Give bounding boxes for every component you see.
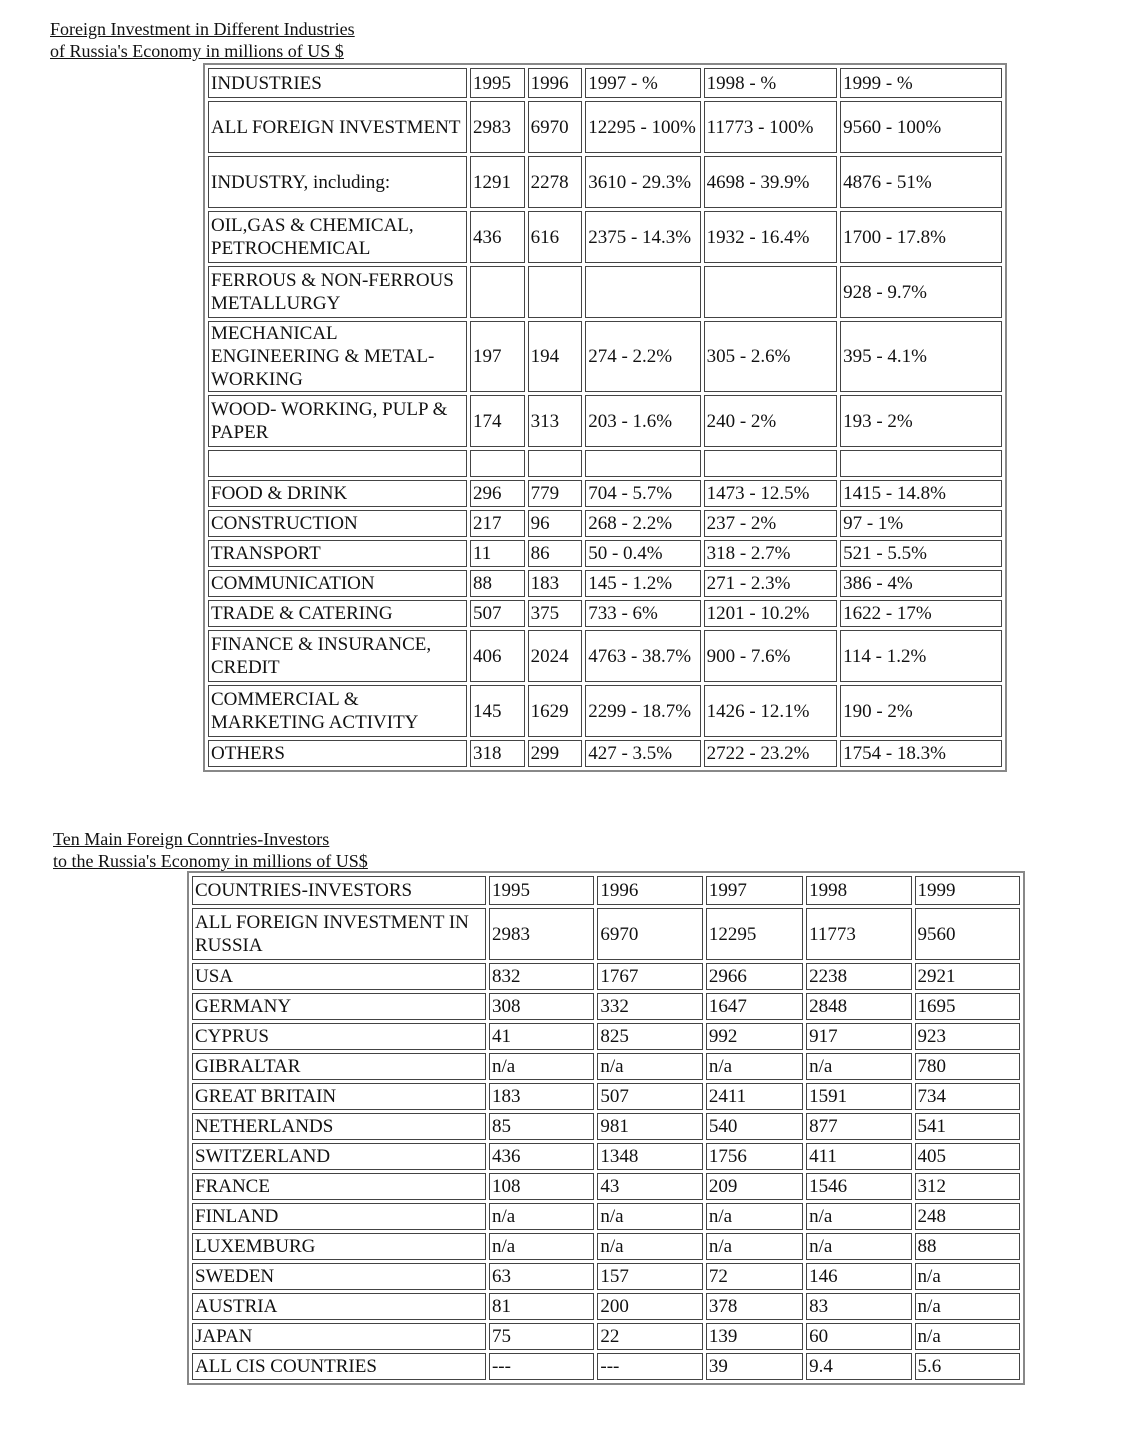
cell-1999: 928 - 9.7% bbox=[840, 266, 1002, 318]
cell-1996: 313 bbox=[528, 395, 583, 447]
cell-1995: --- bbox=[489, 1353, 594, 1380]
cell-1997: 145 - 1.2% bbox=[585, 570, 700, 597]
cell-1996: 779 bbox=[528, 480, 583, 507]
table-row bbox=[192, 1203, 1020, 1230]
cell-1997: 50 - 0.4% bbox=[585, 540, 700, 567]
table-row bbox=[192, 1293, 1020, 1320]
table-row bbox=[192, 1143, 1020, 1170]
cell-1996: 96 bbox=[528, 510, 583, 537]
cell-1999: 4876 - 51% bbox=[840, 156, 1002, 208]
table-row bbox=[192, 1263, 1020, 1290]
cell-1995: 145 bbox=[470, 685, 525, 737]
cell-1998: 877 bbox=[806, 1113, 911, 1140]
cell-1997: 2411 bbox=[706, 1083, 803, 1110]
cell-1999: 88 bbox=[915, 1233, 1020, 1260]
row-label: GREAT BRITAIN bbox=[192, 1083, 486, 1110]
cell-1998 bbox=[704, 266, 838, 318]
cell-1997: n/a bbox=[706, 1053, 803, 1080]
cell-1999 bbox=[840, 450, 1002, 477]
cell-1995 bbox=[470, 266, 525, 318]
cell-1995: 507 bbox=[470, 600, 525, 627]
header-1999: 1999 bbox=[915, 876, 1020, 905]
cell-1996 bbox=[528, 450, 583, 477]
row-label: CONSTRUCTION bbox=[208, 510, 467, 537]
cell-1997: 540 bbox=[706, 1113, 803, 1140]
cell-1996: 299 bbox=[528, 740, 583, 767]
cell-1997: 39 bbox=[706, 1353, 803, 1380]
row-label: CYPRUS bbox=[192, 1023, 486, 1050]
row-label: FINANCE & INSURANCE, CREDIT bbox=[208, 630, 467, 682]
cell-1998: 1932 - 16.4% bbox=[704, 211, 838, 263]
countries-title-line-2: to the Russia's Economy in millions of US$ bbox=[53, 851, 368, 871]
cell-1995 bbox=[470, 450, 525, 477]
cell-1997: 3610 - 29.3% bbox=[585, 156, 700, 208]
row-label: COMMERCIAL & MARKETING ACTIVITY bbox=[208, 685, 467, 737]
cell-1998: 2238 bbox=[806, 963, 911, 990]
table-row bbox=[208, 570, 1002, 597]
cell-1995: 832 bbox=[489, 963, 594, 990]
cell-1996: n/a bbox=[597, 1233, 702, 1260]
cell-1998: n/a bbox=[806, 1233, 911, 1260]
cell-1996: n/a bbox=[597, 1053, 702, 1080]
row-label: FINLAND bbox=[192, 1203, 486, 1230]
cell-1997: 1756 bbox=[706, 1143, 803, 1170]
row-label: SWITZERLAND bbox=[192, 1143, 486, 1170]
cell-1999: 395 - 4.1% bbox=[840, 321, 1002, 392]
cell-1996: 375 bbox=[528, 600, 583, 627]
cell-1995: 296 bbox=[470, 480, 525, 507]
cell-1995: 308 bbox=[489, 993, 594, 1020]
cell-1997: 12295 bbox=[706, 908, 803, 960]
table-row bbox=[208, 101, 1002, 153]
cell-1999: 780 bbox=[915, 1053, 1020, 1080]
cell-1998: 305 - 2.6% bbox=[704, 321, 838, 392]
cell-1997: 139 bbox=[706, 1323, 803, 1350]
cell-1999: 193 - 2% bbox=[840, 395, 1002, 447]
header-1997: 1997 bbox=[706, 876, 803, 905]
cell-1995: 81 bbox=[489, 1293, 594, 1320]
cell-1996: 157 bbox=[597, 1263, 702, 1290]
header-1998: 1998 - % bbox=[704, 68, 838, 98]
table-row bbox=[192, 963, 1020, 990]
row-label: ALL FOREIGN INVESTMENT bbox=[208, 101, 467, 153]
table-row bbox=[208, 450, 1002, 477]
cell-1998: 411 bbox=[806, 1143, 911, 1170]
cell-1996: 1629 bbox=[528, 685, 583, 737]
table-row bbox=[208, 266, 1002, 318]
table-row bbox=[208, 321, 1002, 392]
row-label: FRANCE bbox=[192, 1173, 486, 1200]
row-label: TRADE & CATERING bbox=[208, 600, 467, 627]
cell-1997: 209 bbox=[706, 1173, 803, 1200]
cell-1996: 825 bbox=[597, 1023, 702, 1050]
cell-1996: 86 bbox=[528, 540, 583, 567]
cell-1996: 1767 bbox=[597, 963, 702, 990]
header-countries: COUNTRIES-INVESTORS bbox=[192, 876, 486, 905]
cell-1996: n/a bbox=[597, 1203, 702, 1230]
row-label: NETHERLANDS bbox=[192, 1113, 486, 1140]
cell-1998: 83 bbox=[806, 1293, 911, 1320]
cell-1995: n/a bbox=[489, 1203, 594, 1230]
table-row bbox=[192, 1353, 1020, 1380]
table-row bbox=[192, 1023, 1020, 1050]
cell-1996: 1348 bbox=[597, 1143, 702, 1170]
cell-1996: 981 bbox=[597, 1113, 702, 1140]
row-label bbox=[208, 450, 467, 477]
cell-1996: 507 bbox=[597, 1083, 702, 1110]
cell-1998: 237 - 2% bbox=[704, 510, 838, 537]
table-row bbox=[208, 156, 1002, 208]
row-label: OTHERS bbox=[208, 740, 467, 767]
table-row bbox=[192, 1113, 1020, 1140]
cell-1995: 436 bbox=[489, 1143, 594, 1170]
cell-1997: 2299 - 18.7% bbox=[585, 685, 700, 737]
cell-1998: 146 bbox=[806, 1263, 911, 1290]
cell-1999: 190 - 2% bbox=[840, 685, 1002, 737]
cell-1998 bbox=[704, 450, 838, 477]
cell-1999: 1622 - 17% bbox=[840, 600, 1002, 627]
cell-1996: 332 bbox=[597, 993, 702, 1020]
cell-1995: 11 bbox=[470, 540, 525, 567]
table-row bbox=[208, 540, 1002, 567]
cell-1999: 386 - 4% bbox=[840, 570, 1002, 597]
table-row bbox=[192, 1323, 1020, 1350]
cell-1995: 318 bbox=[470, 740, 525, 767]
cell-1997 bbox=[585, 450, 700, 477]
cell-1999: n/a bbox=[915, 1323, 1020, 1350]
table-row bbox=[192, 1083, 1020, 1110]
cell-1996: 43 bbox=[597, 1173, 702, 1200]
cell-1998: 917 bbox=[806, 1023, 911, 1050]
cell-1999: 1754 - 18.3% bbox=[840, 740, 1002, 767]
cell-1996: 183 bbox=[528, 570, 583, 597]
cell-1999: 248 bbox=[915, 1203, 1020, 1230]
table-row bbox=[208, 685, 1002, 737]
cell-1995: 108 bbox=[489, 1173, 594, 1200]
cell-1995: 63 bbox=[489, 1263, 594, 1290]
countries-title-line-1: Ten Main Foreign Conntries-Investors bbox=[53, 829, 330, 849]
cell-1999: 541 bbox=[915, 1113, 1020, 1140]
cell-1996: 6970 bbox=[597, 908, 702, 960]
cell-1999: 734 bbox=[915, 1083, 1020, 1110]
countries-header-row bbox=[192, 876, 1020, 905]
cell-1998: n/a bbox=[806, 1203, 911, 1230]
cell-1997: 268 - 2.2% bbox=[585, 510, 700, 537]
cell-1997: 203 - 1.6% bbox=[585, 395, 700, 447]
cell-1997: n/a bbox=[706, 1203, 803, 1230]
cell-1999: 312 bbox=[915, 1173, 1020, 1200]
row-label: TRANSPORT bbox=[208, 540, 467, 567]
cell-1995: 88 bbox=[470, 570, 525, 597]
row-label: GERMANY bbox=[192, 993, 486, 1020]
row-label: INDUSTRY, including: bbox=[208, 156, 467, 208]
cell-1997: 992 bbox=[706, 1023, 803, 1050]
cell-1997: 427 - 3.5% bbox=[585, 740, 700, 767]
table-row bbox=[208, 480, 1002, 507]
row-label: USA bbox=[192, 963, 486, 990]
industries-header-row bbox=[208, 68, 1002, 98]
cell-1996: 2024 bbox=[528, 630, 583, 682]
cell-1997: 378 bbox=[706, 1293, 803, 1320]
cell-1998: 2722 - 23.2% bbox=[704, 740, 838, 767]
cell-1995: 183 bbox=[489, 1083, 594, 1110]
cell-1999: 521 - 5.5% bbox=[840, 540, 1002, 567]
cell-1996 bbox=[528, 266, 583, 318]
table-row bbox=[192, 1053, 1020, 1080]
header-1996: 1996 bbox=[597, 876, 702, 905]
row-label: AUSTRIA bbox=[192, 1293, 486, 1320]
cell-1998: 9.4 bbox=[806, 1353, 911, 1380]
cell-1998: 1201 - 10.2% bbox=[704, 600, 838, 627]
table-row bbox=[208, 510, 1002, 537]
cell-1997: 2375 - 14.3% bbox=[585, 211, 700, 263]
table-row bbox=[192, 908, 1020, 960]
cell-1999: 97 - 1% bbox=[840, 510, 1002, 537]
cell-1997: 12295 - 100% bbox=[585, 101, 700, 153]
cell-1996: 200 bbox=[597, 1293, 702, 1320]
cell-1996: 616 bbox=[528, 211, 583, 263]
cell-1995: 75 bbox=[489, 1323, 594, 1350]
row-label: WOOD- WORKING, PULP & PAPER bbox=[208, 395, 467, 447]
cell-1998: 4698 - 39.9% bbox=[704, 156, 838, 208]
cell-1999: 114 - 1.2% bbox=[840, 630, 1002, 682]
cell-1999: 1415 - 14.8% bbox=[840, 480, 1002, 507]
cell-1999: n/a bbox=[915, 1293, 1020, 1320]
cell-1995: 85 bbox=[489, 1113, 594, 1140]
cell-1996: 194 bbox=[528, 321, 583, 392]
row-label: COMMUNICATION bbox=[208, 570, 467, 597]
industries-title-line-1: Foreign Investment in Different Industries bbox=[50, 19, 355, 39]
cell-1998: 60 bbox=[806, 1323, 911, 1350]
cell-1995: 41 bbox=[489, 1023, 594, 1050]
cell-1999: n/a bbox=[915, 1263, 1020, 1290]
cell-1998: 1426 - 12.1% bbox=[704, 685, 838, 737]
industries-table-title bbox=[50, 18, 355, 62]
industries-table bbox=[203, 63, 1007, 772]
cell-1998: 1591 bbox=[806, 1083, 911, 1110]
row-label: FERROUS & NON-FERROUS METALLURGY bbox=[208, 266, 467, 318]
table-row bbox=[192, 1173, 1020, 1200]
table-row bbox=[208, 395, 1002, 447]
countries-table bbox=[187, 871, 1025, 1385]
header-1996: 1996 bbox=[528, 68, 583, 98]
countries-table-title bbox=[53, 828, 368, 872]
table-row bbox=[192, 1233, 1020, 1260]
cell-1999: 1700 - 17.8% bbox=[840, 211, 1002, 263]
row-label: ALL CIS COUNTRIES bbox=[192, 1353, 486, 1380]
cell-1995: 174 bbox=[470, 395, 525, 447]
header-1999: 1999 - % bbox=[840, 68, 1002, 98]
cell-1995: 1291 bbox=[470, 156, 525, 208]
cell-1995: 406 bbox=[470, 630, 525, 682]
cell-1999: 9560 bbox=[915, 908, 1020, 960]
cell-1996: 2278 bbox=[528, 156, 583, 208]
cell-1998: 271 - 2.3% bbox=[704, 570, 838, 597]
cell-1999: 923 bbox=[915, 1023, 1020, 1050]
cell-1997: 274 - 2.2% bbox=[585, 321, 700, 392]
cell-1997 bbox=[585, 266, 700, 318]
cell-1998: 2848 bbox=[806, 993, 911, 1020]
cell-1999: 1695 bbox=[915, 993, 1020, 1020]
cell-1999: 405 bbox=[915, 1143, 1020, 1170]
row-label: ALL FOREIGN INVESTMENT IN RUSSIA bbox=[192, 908, 486, 960]
row-label: SWEDEN bbox=[192, 1263, 486, 1290]
cell-1997: n/a bbox=[706, 1233, 803, 1260]
cell-1998: 11773 bbox=[806, 908, 911, 960]
cell-1997: 1647 bbox=[706, 993, 803, 1020]
table-row bbox=[208, 211, 1002, 263]
cell-1997: 2966 bbox=[706, 963, 803, 990]
cell-1997: 733 - 6% bbox=[585, 600, 700, 627]
table-row bbox=[208, 740, 1002, 767]
cell-1998: 900 - 7.6% bbox=[704, 630, 838, 682]
row-label: GIBRALTAR bbox=[192, 1053, 486, 1080]
cell-1998: 1473 - 12.5% bbox=[704, 480, 838, 507]
cell-1998: n/a bbox=[806, 1053, 911, 1080]
cell-1997: 72 bbox=[706, 1263, 803, 1290]
row-label: LUXEMBURG bbox=[192, 1233, 486, 1260]
header-1997: 1997 - % bbox=[585, 68, 700, 98]
row-label: FOOD & DRINK bbox=[208, 480, 467, 507]
cell-1996: --- bbox=[597, 1353, 702, 1380]
row-label: MECHANICAL ENGINEERING & METAL-WORKING bbox=[208, 321, 467, 392]
table-row bbox=[208, 630, 1002, 682]
table-row bbox=[208, 600, 1002, 627]
cell-1999: 2921 bbox=[915, 963, 1020, 990]
cell-1997: 4763 - 38.7% bbox=[585, 630, 700, 682]
header-1995: 1995 bbox=[489, 876, 594, 905]
cell-1999: 5.6 bbox=[915, 1353, 1020, 1380]
row-label: OIL,GAS & CHEMICAL, PETROCHEMICAL bbox=[208, 211, 467, 263]
header-1998: 1998 bbox=[806, 876, 911, 905]
cell-1995: 436 bbox=[470, 211, 525, 263]
header-1995: 1995 bbox=[470, 68, 525, 98]
cell-1995: n/a bbox=[489, 1053, 594, 1080]
cell-1995: 217 bbox=[470, 510, 525, 537]
table-row bbox=[192, 993, 1020, 1020]
cell-1998: 1546 bbox=[806, 1173, 911, 1200]
cell-1998: 318 - 2.7% bbox=[704, 540, 838, 567]
cell-1996: 22 bbox=[597, 1323, 702, 1350]
cell-1995: 2983 bbox=[470, 101, 525, 153]
cell-1995: 197 bbox=[470, 321, 525, 392]
cell-1998: 11773 - 100% bbox=[704, 101, 838, 153]
cell-1998: 240 - 2% bbox=[704, 395, 838, 447]
cell-1996: 6970 bbox=[528, 101, 583, 153]
header-industries: INDUSTRIES bbox=[208, 68, 467, 98]
cell-1999: 9560 - 100% bbox=[840, 101, 1002, 153]
cell-1997: 704 - 5.7% bbox=[585, 480, 700, 507]
cell-1995: n/a bbox=[489, 1233, 594, 1260]
industries-title-line-2: of Russia's Economy in millions of US $ bbox=[50, 41, 344, 61]
row-label: JAPAN bbox=[192, 1323, 486, 1350]
cell-1995: 2983 bbox=[489, 908, 594, 960]
